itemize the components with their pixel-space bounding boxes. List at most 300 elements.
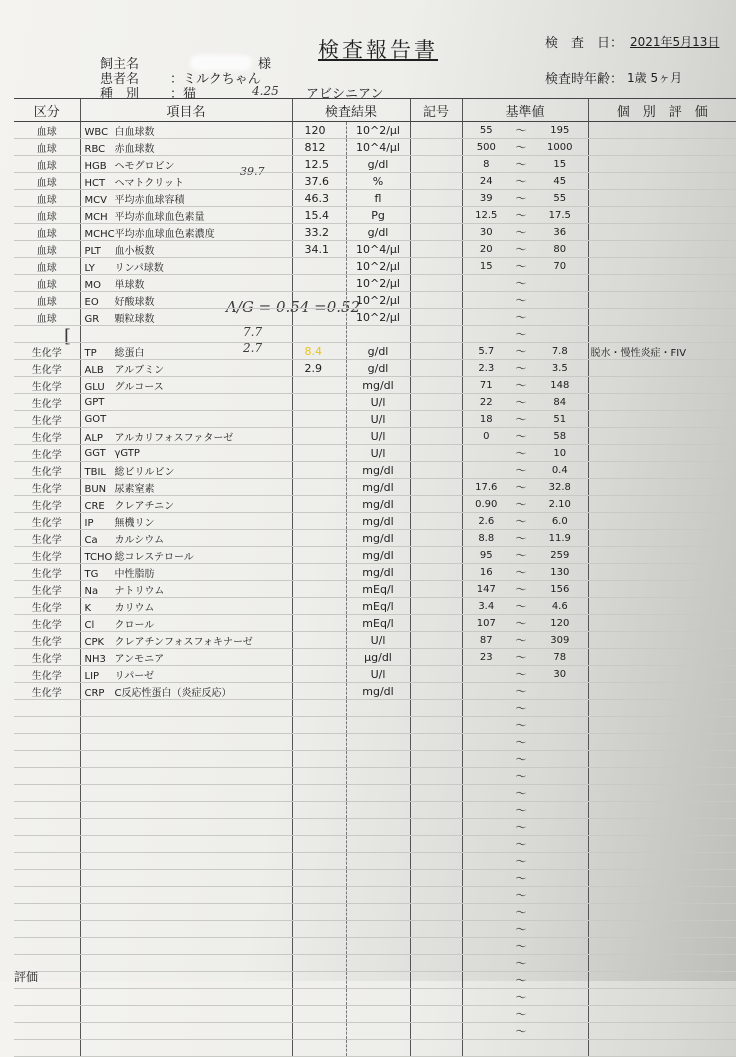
row-evaluation [588, 598, 736, 615]
row-unit [346, 700, 410, 717]
row-mark [410, 683, 462, 700]
row-item [80, 360, 292, 377]
row-ref-tilde: ～ [510, 394, 532, 411]
row-item-name: アルカリフォスファターゼ [114, 432, 234, 444]
row-evaluation [588, 207, 736, 224]
page-title: 検査報告書 [318, 38, 438, 62]
row-mark [410, 989, 462, 1006]
table-row [14, 819, 736, 836]
row-item-code: HGB [84, 160, 107, 172]
row-ref-high: 4.6 [532, 598, 588, 615]
row-category [14, 785, 80, 802]
row-result [292, 649, 346, 666]
row-result: 33.2 [292, 224, 346, 241]
row-evaluation [588, 870, 736, 887]
row-item [80, 717, 292, 734]
row-category [14, 904, 80, 921]
row-mark [410, 938, 462, 955]
row-ref-low [462, 751, 510, 768]
row-item-code: NH3 [84, 653, 106, 665]
row-result [292, 547, 346, 564]
row-mark [410, 564, 462, 581]
row-item-code: MCV [84, 194, 107, 206]
row-ref-low [462, 972, 510, 989]
row-evaluation: 脱水・慢性炎症・FIV [588, 343, 736, 360]
table-row [14, 343, 736, 360]
row-result [292, 581, 346, 598]
row-ref-low: 23 [462, 649, 510, 666]
row-ref-tilde: ～ [510, 955, 532, 972]
row-evaluation [588, 173, 736, 190]
row-ref-low: 147 [462, 581, 510, 598]
row-mark [410, 513, 462, 530]
species-value: ：猫 [170, 87, 197, 102]
row-ref-high [532, 887, 588, 904]
row-item [80, 649, 292, 666]
row-item-code: ALB [84, 364, 104, 376]
row-evaluation [588, 156, 736, 173]
row-item [80, 377, 292, 394]
row-unit [346, 989, 410, 1006]
row-evaluation [588, 632, 736, 649]
row-ref-tilde: ～ [510, 734, 532, 751]
row-ref-tilde: ～ [510, 1006, 532, 1023]
row-ref-tilde: ～ [510, 581, 532, 598]
row-ref-high: 17.5 [532, 207, 588, 224]
row-unit: mg/dl [346, 513, 410, 530]
row-item [80, 139, 292, 156]
table-row [14, 581, 736, 598]
row-category [14, 836, 80, 853]
row-ref-high [532, 972, 588, 989]
row-evaluation [588, 649, 736, 666]
row-result [292, 836, 346, 853]
row-item-name: ヘマトクリット [114, 177, 184, 189]
row-ref-high: 70 [532, 258, 588, 275]
row-item [80, 870, 292, 887]
row-unit: mg/dl [346, 564, 410, 581]
patient-label: 患者名 [100, 72, 140, 87]
row-mark [410, 700, 462, 717]
table-row [14, 904, 736, 921]
row-item [80, 887, 292, 904]
row-ref-high [532, 802, 588, 819]
table-row [14, 462, 736, 479]
row-result [292, 870, 346, 887]
row-ref-high: 1000 [532, 139, 588, 156]
row-result [292, 411, 346, 428]
row-ref-tilde: ～ [510, 598, 532, 615]
row-result [292, 802, 346, 819]
row-ref-tilde: ～ [510, 207, 532, 224]
row-mark [410, 343, 462, 360]
row-mark [410, 632, 462, 649]
row-ref-low [462, 921, 510, 938]
table-row [14, 428, 736, 445]
row-result [292, 564, 346, 581]
table-row [14, 683, 736, 700]
row-mark [410, 428, 462, 445]
row-mark [410, 207, 462, 224]
row-item [80, 326, 292, 343]
row-item [80, 343, 292, 360]
row-mark [410, 479, 462, 496]
row-item [80, 768, 292, 785]
row-category: 生化学 [14, 683, 80, 700]
row-category: 血球 [14, 173, 80, 190]
row-result [292, 989, 346, 1006]
row-item-name: クレアチンフォスフォキナーゼ [114, 636, 253, 648]
row-ref-high [532, 751, 588, 768]
row-category: 血球 [14, 224, 80, 241]
row-item [80, 292, 292, 309]
row-mark [410, 666, 462, 683]
row-item [80, 938, 292, 955]
row-unit [346, 853, 410, 870]
row-mark [410, 122, 462, 139]
row-ref-low: 500 [462, 139, 510, 156]
row-ref-low [462, 938, 510, 955]
row-item [80, 734, 292, 751]
handwritten-hct-note: 39.7 [240, 165, 265, 178]
row-unit: U/l [346, 411, 410, 428]
row-ref-low: 0 [462, 428, 510, 445]
row-item-name: 白血球数 [114, 126, 155, 138]
row-evaluation [588, 360, 736, 377]
row-ref-low: 5.7 [462, 343, 510, 360]
row-category [14, 938, 80, 955]
row-unit [346, 870, 410, 887]
row-ref-tilde: ～ [510, 462, 532, 479]
col-header-category: 区分 [14, 99, 80, 122]
row-category: 生化学 [14, 428, 80, 445]
row-ref-tilde: ～ [510, 513, 532, 530]
row-evaluation [588, 853, 736, 870]
handwritten-bracket-mark: [ [64, 326, 72, 347]
row-mark [410, 768, 462, 785]
row-item-name: 好酸球数 [114, 296, 155, 308]
row-evaluation [588, 819, 736, 836]
table-row [14, 785, 736, 802]
row-ref-tilde: ～ [510, 139, 532, 156]
row-ref-low: 95 [462, 547, 510, 564]
row-ref-tilde: ～ [510, 564, 532, 581]
row-unit: mg/dl [346, 462, 410, 479]
row-item [80, 547, 292, 564]
row-result: 15.4 [292, 207, 346, 224]
row-result [292, 530, 346, 547]
row-unit: U/l [346, 445, 410, 462]
row-evaluation [588, 377, 736, 394]
row-ref-tilde: ～ [510, 717, 532, 734]
row-result [292, 921, 346, 938]
row-ref-tilde: ～ [510, 615, 532, 632]
row-item [80, 309, 292, 326]
row-category: 生化学 [14, 564, 80, 581]
row-evaluation [588, 683, 736, 700]
row-item-code: CRE [84, 500, 105, 512]
table-header-row [14, 99, 736, 122]
row-ref-high [532, 853, 588, 870]
row-item-code: PLT [84, 245, 101, 257]
row-evaluation [588, 411, 736, 428]
row-result [292, 479, 346, 496]
row-ref-low: 71 [462, 377, 510, 394]
row-ref-high: 58 [532, 428, 588, 445]
handwritten-weight: 4.25 [252, 84, 279, 98]
row-ref-low [462, 326, 510, 343]
row-item-name: 総コレステロール [114, 551, 194, 563]
row-result [292, 700, 346, 717]
row-item-name: リンパ球数 [114, 262, 164, 274]
row-mark [410, 904, 462, 921]
row-item-name: カルシウム [114, 534, 165, 546]
row-evaluation [588, 445, 736, 462]
row-ref-high: 45 [532, 173, 588, 190]
row-result [292, 377, 346, 394]
row-unit [346, 1023, 410, 1040]
row-evaluation [588, 904, 736, 921]
row-unit: 10^2/μl [346, 122, 410, 139]
table-row [14, 496, 736, 513]
row-ref-low: 8.8 [462, 530, 510, 547]
row-ref-low: 3.4 [462, 598, 510, 615]
row-result [292, 955, 346, 972]
row-result: 37.6 [292, 173, 346, 190]
row-item [80, 955, 292, 972]
row-category: 血球 [14, 156, 80, 173]
table-row [14, 309, 736, 326]
row-item-name: 総ビリルビン [114, 466, 175, 478]
row-ref-high [532, 819, 588, 836]
row-ref-low: 87 [462, 632, 510, 649]
row-ref-tilde: ～ [510, 921, 532, 938]
row-ref-low [462, 836, 510, 853]
exam-date: 2021年5月13日 [630, 35, 720, 49]
row-category: 血球 [14, 241, 80, 258]
row-evaluation [588, 734, 736, 751]
row-category: 血球 [14, 122, 80, 139]
row-category [14, 1006, 80, 1023]
row-mark [410, 496, 462, 513]
row-result [292, 751, 346, 768]
row-ref-tilde: ～ [510, 224, 532, 241]
row-result [292, 513, 346, 530]
row-mark [410, 394, 462, 411]
row-ref-tilde: ～ [510, 241, 532, 258]
row-item [80, 564, 292, 581]
row-ref-high: 80 [532, 241, 588, 258]
row-item-code: GOT [84, 413, 107, 425]
row-ref-low: 15 [462, 258, 510, 275]
row-ref-low [462, 717, 510, 734]
row-ref-tilde: ～ [510, 343, 532, 360]
row-item [80, 411, 292, 428]
row-ref-high: 309 [532, 632, 588, 649]
row-category [14, 853, 80, 870]
row-item-code: MCH [84, 211, 108, 223]
row-category: 生化学 [14, 343, 80, 360]
row-ref-high: 32.8 [532, 479, 588, 496]
row-result [292, 683, 346, 700]
row-result [292, 326, 346, 343]
row-item [80, 802, 292, 819]
row-item [80, 241, 292, 258]
row-item-code: TCHO [84, 551, 113, 563]
row-ref-high: 78 [532, 649, 588, 666]
row-item [80, 190, 292, 207]
row-ref-low: 0.90 [462, 496, 510, 513]
row-item-name: 中性脂肪 [114, 568, 155, 580]
row-category: 生化学 [14, 360, 80, 377]
row-evaluation [588, 989, 736, 1006]
row-evaluation [588, 887, 736, 904]
row-ref-tilde: ～ [510, 989, 532, 1006]
row-item [80, 683, 292, 700]
row-evaluation [588, 717, 736, 734]
row-mark [410, 598, 462, 615]
row-category [14, 326, 80, 343]
row-item [80, 921, 292, 938]
row-result [292, 717, 346, 734]
row-ref-tilde: ～ [510, 309, 532, 326]
row-item-code: CPK [84, 636, 105, 648]
row-item-code: GGT [84, 447, 106, 459]
row-mark [410, 326, 462, 343]
row-ref-high [532, 768, 588, 785]
row-result [292, 734, 346, 751]
row-mark [410, 972, 462, 989]
row-result [292, 819, 346, 836]
row-result [292, 972, 346, 989]
row-ref-tilde: ～ [510, 853, 532, 870]
row-evaluation [588, 955, 736, 972]
row-item-name: アルブミン [114, 364, 165, 376]
row-unit [346, 1040, 410, 1057]
table-row [14, 207, 736, 224]
row-evaluation [588, 496, 736, 513]
row-unit: 10^4/μl [346, 241, 410, 258]
row-unit: mg/dl [346, 496, 410, 513]
row-unit: fl [346, 190, 410, 207]
row-ref-tilde: ～ [510, 326, 532, 343]
row-item-name: 単球数 [114, 279, 145, 291]
row-evaluation [588, 530, 736, 547]
row-ref-tilde: ～ [510, 683, 532, 700]
row-item [80, 394, 292, 411]
col-header-evaluation: 個 別 評 価 [588, 99, 736, 122]
row-item-code: CRP [84, 687, 105, 699]
col-header-mark: 記号 [410, 99, 462, 122]
row-result [292, 496, 346, 513]
row-ref-high: 11.9 [532, 530, 588, 547]
row-unit: mEq/l [346, 598, 410, 615]
row-ref-high [532, 717, 588, 734]
row-ref-low: 12.5 [462, 207, 510, 224]
row-item-code: MCHC [84, 228, 115, 240]
row-evaluation [588, 802, 736, 819]
row-result: 8.4 [292, 343, 346, 360]
row-mark [410, 377, 462, 394]
row-mark [410, 411, 462, 428]
row-category [14, 921, 80, 938]
row-ref-high: 6.0 [532, 513, 588, 530]
row-item-code: K [84, 602, 92, 614]
row-ref-high: 156 [532, 581, 588, 598]
row-ref-high [532, 870, 588, 887]
row-mark [410, 139, 462, 156]
row-item-name: γGTP [114, 447, 140, 459]
row-item-name: 尿素窒素 [114, 483, 155, 495]
row-result [292, 309, 346, 326]
row-mark [410, 530, 462, 547]
row-item-code: LIP [84, 670, 100, 682]
row-unit: mEq/l [346, 581, 410, 598]
row-item [80, 496, 292, 513]
row-evaluation [588, 462, 736, 479]
row-ref-tilde: ～ [510, 530, 532, 547]
row-ref-high [532, 275, 588, 292]
col-header-reference: 基準値 [462, 99, 588, 122]
row-ref-tilde: ～ [510, 632, 532, 649]
row-ref-high: 36 [532, 224, 588, 241]
row-item [80, 598, 292, 615]
row-evaluation [588, 972, 736, 989]
row-item [80, 666, 292, 683]
col-header-item: 項目名 [80, 99, 292, 122]
row-ref-low: 2.3 [462, 360, 510, 377]
row-item-code: TP [84, 347, 97, 359]
table-row [14, 513, 736, 530]
row-item [80, 275, 292, 292]
row-unit: mg/dl [346, 530, 410, 547]
row-ref-high [532, 938, 588, 955]
row-ref-low: 16 [462, 564, 510, 581]
table-row [14, 972, 736, 989]
row-ref-tilde: ～ [510, 190, 532, 207]
row-category [14, 989, 80, 1006]
row-item-code: EO [84, 296, 99, 308]
row-ref-high: 55 [532, 190, 588, 207]
row-item-name: ナトリウム [114, 585, 165, 597]
row-category: 生化学 [14, 496, 80, 513]
row-item [80, 904, 292, 921]
row-item [80, 224, 292, 241]
row-item-name: クロール [114, 619, 155, 631]
row-evaluation [588, 394, 736, 411]
row-unit: 10^2/μl [346, 309, 410, 326]
row-evaluation [588, 768, 736, 785]
row-unit [346, 717, 410, 734]
table-row [14, 377, 736, 394]
row-item-code: WBC [84, 126, 109, 138]
row-ref-tilde: ～ [510, 666, 532, 683]
table-row [14, 836, 736, 853]
table-row [14, 411, 736, 428]
table-row [14, 802, 736, 819]
row-unit: g/dl [346, 224, 410, 241]
row-item [80, 258, 292, 275]
row-ref-high [532, 1040, 588, 1057]
row-result: 46.3 [292, 190, 346, 207]
handwritten-ag-ratio: A/G = 0.54 =0.52 [226, 298, 361, 316]
row-mark [410, 802, 462, 819]
row-ref-high [532, 700, 588, 717]
row-unit [346, 802, 410, 819]
row-evaluation [588, 751, 736, 768]
row-evaluation [588, 479, 736, 496]
row-mark [410, 887, 462, 904]
